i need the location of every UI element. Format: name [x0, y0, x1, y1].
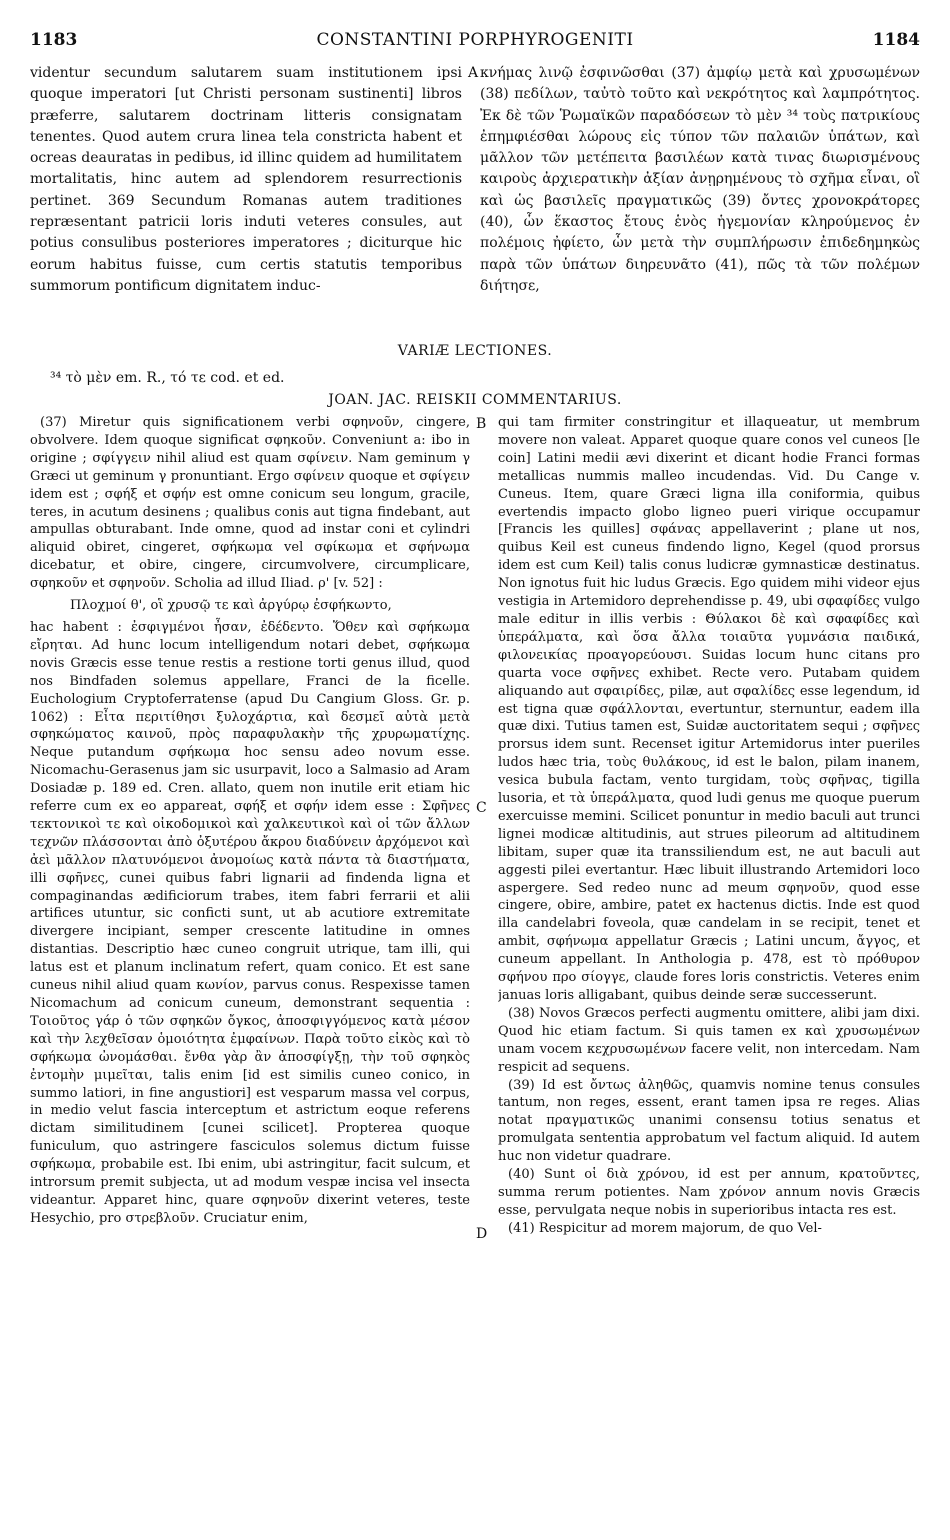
latin-column — [30, 63, 462, 297]
iliad-verse: Πλοχμοί θ', οἳ χρυσῷ τε καὶ ἀργύρῳ ἐσφήκωντο, — [70, 598, 392, 614]
right-page-number: 1184 — [872, 30, 920, 50]
note-37-part-2: hac habent : ἐσφιγμένοι ἦσαν, ἐδέδεντο. Ὅθεν καὶ σφήκωμα εἴρηται. Ad hunc locum intelligendum notari debet, σφήκωμα novis Græcis esse tenue restis a restione torti genus illud, quod nos Bindfaden solemus appellare, Franci de la ficelle. Euchologium Cryptoferratense (apud Du Cangium Gloss. Gr. p. 1062) : Εἶτα περιτίθησι ξυλοχάρτια, καὶ δεσμεῖ αὐτὰ μετὰ σφηκώματος καινοῦ, πρὸς παραφυλακὴν τῆς χρυρωματίχης. Neque putandum σφήκωμα hoc sensu adeo novum esse. Nicomachu-Gerasenus jam sic usurpavit, loco a Salmasio ad Aram Dosiadæ p. 189 ed. Cren. allato, quem non inutile erit etiam hic referre cum ex eo appareat, σφήξ et σφήν idem esse : Σφῆνες τεκτονικοὶ τε καὶ οἰκοδομικοὶ καὶ χαλκευτικοὶ καὶ οἱ τῶν ἄλλων τεχνῶν πλάσσονται ἀπὸ ὀξυτέρου ἄκρου διαδύνειν ἀρχόμενοι καὶ ἀεὶ μᾶλλον πλατυνόμενοι ἀνομοίως κατὰ πάντα τὰ διαστήματα, illi σφῆνες, cunei quibus fabri lignarii ad findenda ligna et compaginandas ædificiorum trabes, item fabri ferrarii et alii artifices utuntur, sic conficti sunt, ut ab acutiore extremitate divergere incipiant, semper crescente latitudine in omnes distantias. Descriptio hæc cuneo congruit utrique, tam illi, qui latus est et planum inclinatum refert, quam conico. Et est sane cuneus nihil aliud quam κωνίον, parvus conus. Respexisse tamen Nicomachum ad conicum cuneum, demonstrant sequentia : Τοιοῦτος γάρ ὁ τῶν σφηκῶν ὄγκος, ἀποσφιγγόμενος κατὰ μέσον καὶ τὴν λεχθεῖσαν ὁμοιότητα ἐμφαίνων. Παρὰ τοῦτο εἰκὸς καὶ τὸ σφήκωμα ὠνομάσθαι. ἔνθα γὰρ ἂν ἀποσφίγξῃ, τὴν τοῦ σφηκὸς ἐντομὴν μιμεῖται, talis enim [id est similis cuneo conico, in summo latiori, in fine angustiori] est vesparum massa vel corpus, in medio velut fascia interceptum et astrictum eoque referens dictam similitudinem [cunei scilicet]. Propterea quoque funiculum, quo astringere fasciculos solemus dictum fuisse σφήκωμα, probabile est. Ibi enim, ubi astringitur, facit sulcum, et introrsum premit subjecta, ut ad modum vespæ incisa vel insecta videantur. Apparet hinc, quare σφηνοῦν dixerint veteres, teste Hesychio, pro στρεβλοῦν. Cruciatur enim, — [30, 619, 470, 1226]
commentary — [30, 414, 920, 1514]
note-38: (38) Novos Græcos perfecti augmentu omittere, alibi jam dixi. Quod hic etiam factum. Si quis tamen ex καὶ χρυσωμένων unam vocem κεχρυσωμένων facere velit, non intercedam. Nam respicit ad sequens. — [498, 1005, 920, 1075]
main-text — [30, 63, 920, 363]
commentary-right-column — [498, 414, 920, 1238]
page-header — [30, 30, 920, 56]
note-41: (41) Respicitur ad morem majorum, de quo Vel- — [508, 1220, 822, 1236]
greek-column — [480, 63, 920, 297]
note-40: (40) Sunt οἱ διὰ χρόνου, id est per annum, κρατοῦντες, summa rerum potientes. Nam χρόνον annum novis Græcis esse, pervulgata neque nobis in superioribus intacta res est. — [498, 1167, 920, 1218]
left-page-number: 1183 — [30, 30, 78, 50]
margin-marker-b: B — [476, 416, 487, 432]
latin-text: videntur secundum salutarem suam institutionem ipsi quoque imperatori [ut Christi personam sustinenti] libros præferre, salutarem doctrinam litteris consignatam tenentes. Quod autem crura linea tela constricta habent et ocreas deauratas in pedibus, id illinc quidem ad humilitatem mortalitatis, hinc autem ad splendorem resurrectionis pertinet. 369 Secundum Romanas autem traditiones repræsentant patricii loris induti veteres consules, aut potius consulibus posteriores imperatores ; diciturque hic eorum habitus fuisse, cum certis statutis temporibus summorum pontificum dignitatem induc- — [30, 65, 462, 294]
margin-marker-c: C — [476, 800, 487, 816]
margin-marker-a: A — [468, 65, 479, 81]
note-37-part-1: (37) Miretur quis significationem verbi σφηνοῦν, cingere, obvolvere. Idem quoque significat σφηκοῦν. Conveniunt a: ibo in origine ; σφίγγειν nihil aliud est quam σφίνειν. Nam geminum γ Græci ut geminum γ pronuntiant. Ergo σφίνειν quoque et σφίγειν idem est ; σφήξ et σφήν est omne conicum seu longum, gracile, teres, in acutum desinens ; qualibus conis aut tigna findebant, aut ampullas obturabant. Inde omne, quod ad instar coni et cylindri aliquid obiret, cingeret, σφήκωμα vel σφίκωμα et σφήνωμα dicebatur, et obire, cingere, circumvolvere, circumplicare, σφηκοῦν et σφηνοῦν. Scholia ad illud Iliad. ρ' [v. 52] : — [30, 415, 470, 592]
commentary-heading: JOAN. JAC. REISKII COMMENTARIUS. — [328, 392, 622, 408]
margin-marker-d: D — [476, 1226, 488, 1242]
note-39: (39) Id est ὄντως ἀληθῶς, quamvis nomine tenus consules tantum, non reges, essent, erant tamen ipsa re reges. Alias notat πραγματικῶς unanimi consensu totius senatus et promulgata sententia approbatum vel factum aliquid. Id autem huc non videtur quadrare. — [498, 1077, 920, 1165]
variae-lectiones-note: ³⁴ τὸ μὲν em. R., τό τε cod. et ed. — [50, 370, 285, 386]
running-title: CONSTANTINI PORPHYROGENITI — [316, 30, 634, 50]
greek-text: κνήμας λινῷ ἐσφινῶσθαι (37) ἀμφίῳ μετὰ καὶ χρυσωμένων (38) πεδίλων, ταὐτὸ τοῦτο καὶ νεκρότητος καὶ λαμπρότητος. Ἐκ δὲ τῶν Ῥωμαϊκῶν παραδόσεων τὸ μὲν ³⁴ τοὺς πατρικίους ἐπημφιέσθαι λώρους εἰς τύπον τῶν παλαιῶν ὑπάτων, καὶ μᾶλλον τῶν μετέπειτα βασιλέων κατὰ τινας διωρισμένους καιροὺς ἀρχιερατικὴν ἀξίαν ἀνῃρημένους τὸ σχῆμα εἶναι, οἳ καὶ ὡς βασιλεῖς πραγματικῶς (39) ὄντες χρονοκράτορες (40), ὧν ἕκαστος ἔτους ἑνὸς ἡγεμονίαν κληρούμενος ἐν πολέμοις ἠφίετο, ὧν μετὰ τὴν συμπλήρωσιν ἐπιδεδημηκὼς παρὰ τῶν ὑπάτων διηρευνᾶτο (41), πῶς τὰ τῶν πολέμων διήτησε, — [480, 65, 920, 294]
variae-lectiones-heading: VARIÆ LECTIONES. — [397, 343, 553, 359]
note-37-continued: qui tam firmiter constringitur et illaqueatur, ut membrum movere non valeat. Apparet quoque quare conos vel cuneos [le coin] Latini medii ævi dixerint et dicant hodie Franci formas metallicas nummis malleo incudendas. Vid. Du Cange v. Cuneus. Item, quare Græci ligna illa coniformia, quibus evertendis impacto globo ligneo pueri virique occupamur [Francis les quilles] σφάνας appellaverint ; plane ut nos, quibus Keil est cuneus findendo ligno, Kegel (quod prorsus idem est cum Keil) talis conus ludicræ gymnasticæ destinatus. Non ignotus fuit hic ludus Græcis. Ego quidem mihi videor ejus vestigia in Artemidoro deprehendisse p. 49, ubi σφαφίδες vulgo male editur in illis verbis : Θύλακοι δὲ καὶ σφαφίδες καὶ ὑπεράλματα, καὶ ὅσα ἄλλα τοιαῦτα γυμνάσια παιδικά, φιλονεικίας προαγορεύουσι. Suidas locum hunc citans pro quarta voce σφῆνες exhibet. Recte vero. Putabam quidem aliquando aut σφαιρίδες, pilæ, aut σφαλίδες esse legendum, id est tigna quæ σφάλλονται, evertuntur, sternuntur, eadem illa quæ dixi. Tutius tamen est, Suidæ auctoritatem sequi ; σφῆνες prorsus idem sunt. Recenset igitur Artemidorus inter pueriles ludos hæc tria, τοὺς θυλάκους, id est le balon, pilam inanem, vesica bubula factam, vento turgidam, τοὺς σφῆνας, tigilla lusoria, et τὰ ὑπεράλματα, quod ludi genus me quoque puerum exercuisse memini. Scilicet ponuntur in medio baculi aut trunci lignei modicæ altitudinis, aut strues pileorum ad altitudinem libitam, super quæ ita transsiliendum est, ne aut baculi aut aggesti pilei evertantur. Hæc libuit illustrando Artemidori loco aspergere. Sed redeo nunc ad meum σφηνοῦν, quod esse cingere, obire, ambire, patet ex hactenus dictis. Inde est quod illa candelabri foveola, quæ candelam in se recipit, tenet et ambit, σφήνωμα appellatur Græcis ; Latini uncum, ἄγγος, et cuneum appellant. In Anthologia p. 478, est τὸ πρόθυρον σφήνου προ σίογγε, claude fores loris constrictis. Veteres enim januas loris alligabant, quibus deinde seræ successerunt. — [498, 415, 920, 1003]
commentary-left-column — [30, 414, 470, 1228]
